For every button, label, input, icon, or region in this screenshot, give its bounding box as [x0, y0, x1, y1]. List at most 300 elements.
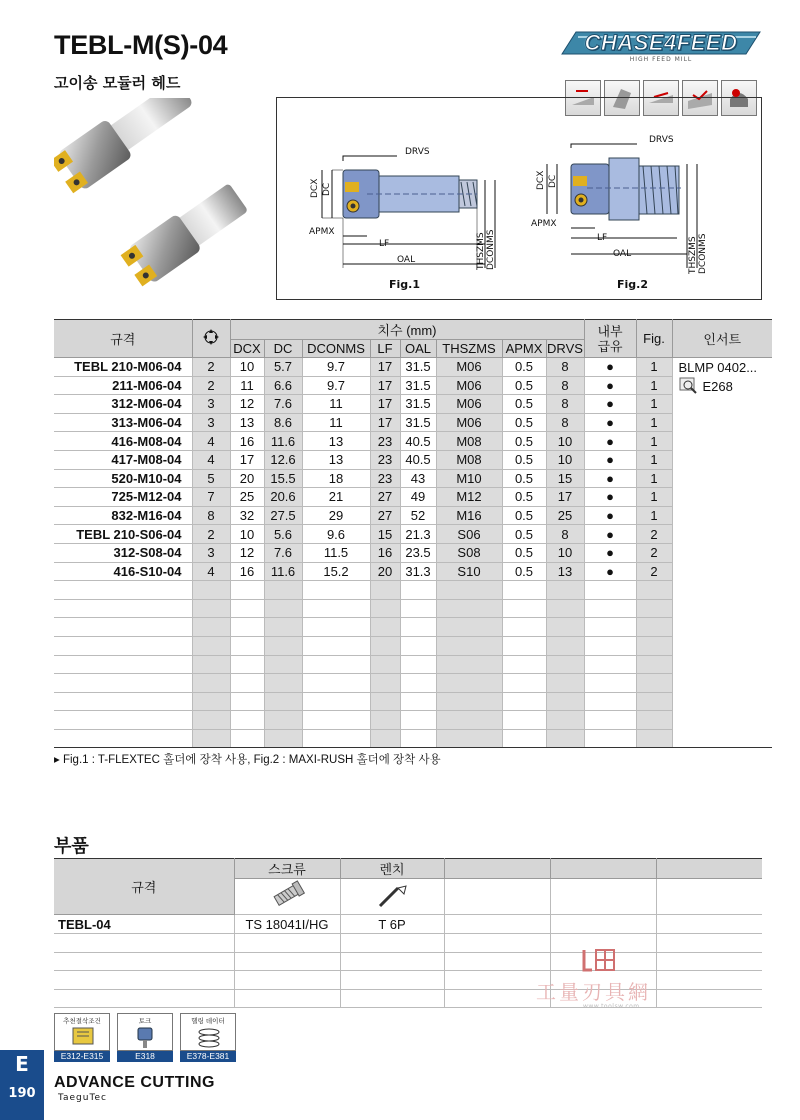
table-row	[54, 543, 772, 562]
row-dcx	[230, 581, 264, 600]
row-lf	[370, 711, 400, 730]
page-number: 190	[8, 1086, 36, 1101]
row-lf: 17	[370, 413, 400, 432]
col-header-apmx: APMX	[502, 340, 546, 358]
fig2-thszms-label: THSZMS	[688, 236, 698, 274]
row-code: 211-M06-04	[54, 376, 192, 395]
table-row	[54, 729, 772, 748]
row-dconms	[302, 692, 370, 711]
row-code	[54, 655, 192, 674]
row-dconms	[302, 618, 370, 637]
row-dc	[264, 692, 302, 711]
page-title: TEBL-M(S)-04	[54, 30, 228, 60]
row-coolant: ●	[584, 488, 636, 507]
table-row	[54, 469, 772, 488]
fig1-drvs-label: DRVS	[405, 147, 430, 157]
row-dcx	[230, 729, 264, 748]
row-apmx: 0.5	[502, 376, 546, 395]
row-apmx	[502, 636, 546, 655]
row-dconms	[302, 636, 370, 655]
screw-icon	[234, 879, 340, 915]
row-apmx	[502, 599, 546, 618]
insert-page-link[interactable]: E268	[702, 378, 733, 394]
row-code	[54, 692, 192, 711]
row-code: 725-M12-04	[54, 488, 192, 507]
row-fig: 1	[636, 506, 672, 525]
row-code: TEBL 210-S06-04	[54, 525, 192, 544]
table-row	[54, 581, 772, 600]
footer-company: TaeguTec	[58, 1093, 107, 1103]
row-code: 416-S10-04	[54, 562, 192, 581]
row-code	[54, 581, 192, 600]
row-fig: 2	[636, 525, 672, 544]
row-dc	[264, 674, 302, 693]
row-lf: 17	[370, 395, 400, 414]
fig2-dconms-label: DCONMS	[698, 233, 708, 274]
row-fig: 1	[636, 450, 672, 469]
row-thszms	[436, 692, 502, 711]
wrench-icon	[340, 879, 444, 915]
row-dc: 12.6	[264, 450, 302, 469]
page-subtitle: 고이송 모듈러 헤드	[54, 74, 181, 92]
table-row	[54, 636, 772, 655]
insert-cell	[672, 358, 772, 748]
fig2-dcx-label: DCX	[536, 170, 546, 190]
row-coolant: ●	[584, 469, 636, 488]
ref-cutting-conditions[interactable]: 추천절삭조건 E312-E315	[54, 1013, 110, 1062]
row-drvs: 13	[546, 562, 584, 581]
row-thszms: M10	[436, 469, 502, 488]
row-dconms	[302, 655, 370, 674]
row-dc: 20.6	[264, 488, 302, 507]
row-oal: 52	[400, 506, 436, 525]
row-flutes: 4	[192, 450, 230, 469]
fig1-thszms-label: THSZMS	[476, 232, 486, 270]
table-row	[54, 618, 772, 637]
row-flutes: 3	[192, 413, 230, 432]
row-thszms: S08	[436, 543, 502, 562]
row-dconms: 11.5	[302, 543, 370, 562]
row-lf: 15	[370, 525, 400, 544]
col-header-oal: OAL	[400, 340, 436, 358]
fig1-dcx-label: DCX	[310, 178, 320, 198]
row-apmx: 0.5	[502, 358, 546, 377]
row-coolant	[584, 636, 636, 655]
row-fig: 1	[636, 395, 672, 414]
row-dconms: 15.2	[302, 562, 370, 581]
row-coolant	[584, 692, 636, 711]
row-dcx: 10	[230, 525, 264, 544]
section-tab	[0, 1050, 44, 1120]
parts-table	[54, 858, 762, 1008]
row-coolant: ●	[584, 358, 636, 377]
row-oal	[400, 674, 436, 693]
table-row	[54, 413, 772, 432]
row-apmx: 0.5	[502, 525, 546, 544]
magnifier-icon	[679, 377, 701, 395]
row-thszms	[436, 674, 502, 693]
row-fig: 1	[636, 469, 672, 488]
row-dcx: 16	[230, 562, 264, 581]
row-fig	[636, 692, 672, 711]
row-dcx	[230, 674, 264, 693]
row-flutes: 8	[192, 506, 230, 525]
row-apmx: 0.5	[502, 395, 546, 414]
row-thszms	[436, 711, 502, 730]
row-code	[54, 636, 192, 655]
row-apmx: 0.5	[502, 543, 546, 562]
row-lf: 20	[370, 562, 400, 581]
row-drvs	[546, 692, 584, 711]
row-dc	[264, 618, 302, 637]
row-code: 832-M16-04	[54, 506, 192, 525]
fig1-apmx-label: APMX	[309, 227, 335, 237]
row-dcx: 10	[230, 358, 264, 377]
row-drvs	[546, 618, 584, 637]
row-flutes	[192, 636, 230, 655]
row-code	[54, 618, 192, 637]
row-lf	[370, 655, 400, 674]
row-coolant	[584, 711, 636, 730]
parts-col-wrench: 렌치	[340, 859, 444, 879]
row-apmx	[502, 692, 546, 711]
row-coolant	[584, 618, 636, 637]
row-code: 312-M06-04	[54, 395, 192, 414]
row-drvs	[546, 636, 584, 655]
row-lf: 23	[370, 450, 400, 469]
col-header-insert: 인서트	[672, 320, 772, 358]
fig1-oal-label: OAL	[397, 255, 416, 265]
row-fig	[636, 674, 672, 693]
row-fig: 1	[636, 376, 672, 395]
row-fig: 2	[636, 543, 672, 562]
watermark-url: www.toolsw.com	[583, 1003, 640, 1010]
table-row	[54, 506, 772, 525]
row-fig: 1	[636, 358, 672, 377]
row-oal: 40.5	[400, 432, 436, 451]
row-lf	[370, 729, 400, 748]
row-flutes	[192, 599, 230, 618]
row-thszms: S06	[436, 525, 502, 544]
row-flutes: 2	[192, 358, 230, 377]
row-thszms: M06	[436, 395, 502, 414]
row-flutes: 7	[192, 488, 230, 507]
table-row	[54, 488, 772, 507]
row-dc	[264, 581, 302, 600]
row-dcx	[230, 692, 264, 711]
row-apmx: 0.5	[502, 413, 546, 432]
row-drvs: 25	[546, 506, 584, 525]
row-drvs: 17	[546, 488, 584, 507]
table-row	[54, 450, 772, 469]
row-dconms: 21	[302, 488, 370, 507]
brand-logo: CHASE4FEED HIGH FEED MILL	[558, 28, 764, 68]
row-dconms: 29	[302, 506, 370, 525]
row-dc	[264, 599, 302, 618]
row-flutes	[192, 729, 230, 748]
row-dconms	[302, 674, 370, 693]
row-coolant	[584, 599, 636, 618]
row-code	[54, 599, 192, 618]
row-coolant	[584, 729, 636, 748]
row-thszms: M12	[436, 488, 502, 507]
reference-links	[54, 1013, 236, 1062]
row-dc: 8.6	[264, 413, 302, 432]
row-drvs: 10	[546, 432, 584, 451]
row-oal	[400, 618, 436, 637]
row-drvs: 8	[546, 358, 584, 377]
row-dc	[264, 636, 302, 655]
row-thszms	[436, 655, 502, 674]
row-dcx: 12	[230, 395, 264, 414]
row-thszms: M16	[436, 506, 502, 525]
section-letter: E	[15, 1052, 29, 1076]
row-drvs	[546, 599, 584, 618]
row-drvs	[546, 655, 584, 674]
ref-helical-data[interactable]: 헬링 데이터 E378-E381	[180, 1013, 236, 1062]
col-header-dcx: DCX	[230, 340, 264, 358]
row-fig	[636, 636, 672, 655]
col-header-lf: LF	[370, 340, 400, 358]
row-lf: 17	[370, 376, 400, 395]
row-coolant: ●	[584, 562, 636, 581]
row-fig	[636, 581, 672, 600]
row-dcx: 11	[230, 376, 264, 395]
row-dconms: 9.7	[302, 376, 370, 395]
row-flutes: 3	[192, 395, 230, 414]
row-dcx: 13	[230, 413, 264, 432]
table-row	[54, 395, 772, 414]
row-flutes: 4	[192, 562, 230, 581]
row-lf: 27	[370, 506, 400, 525]
row-code: 312-S08-04	[54, 543, 192, 562]
row-oal	[400, 581, 436, 600]
row-apmx: 0.5	[502, 562, 546, 581]
row-dconms	[302, 599, 370, 618]
row-dconms: 18	[302, 469, 370, 488]
fig2-drvs-label: DRVS	[649, 135, 674, 145]
row-fig: 1	[636, 488, 672, 507]
col-header-drvs: DRVS	[547, 341, 583, 356]
row-lf	[370, 636, 400, 655]
parts-row-screw: TS 18041I/HG	[234, 915, 340, 934]
row-apmx	[502, 655, 546, 674]
table-row	[54, 711, 772, 730]
fig2-apmx-label: APMX	[531, 219, 557, 229]
row-code: TEBL 210-M06-04	[54, 358, 192, 377]
row-dc: 11.6	[264, 432, 302, 451]
row-thszms: M06	[436, 413, 502, 432]
row-dc: 15.5	[264, 469, 302, 488]
col-header-coolant: 내부 급유	[584, 320, 636, 358]
parts-row-code: TEBL-04	[54, 915, 234, 934]
row-fig: 1	[636, 432, 672, 451]
row-flutes: 2	[192, 376, 230, 395]
row-flutes	[192, 581, 230, 600]
row-apmx: 0.5	[502, 488, 546, 507]
row-thszms: M06	[436, 376, 502, 395]
row-dcx: 12	[230, 543, 264, 562]
fig1-lf-label: LF	[379, 239, 390, 249]
row-code: 313-M06-04	[54, 413, 192, 432]
dimension-figures	[276, 97, 762, 300]
row-drvs: 10	[546, 450, 584, 469]
parts-title: 부품	[54, 836, 89, 857]
row-dconms: 11	[302, 413, 370, 432]
row-coolant: ●	[584, 543, 636, 562]
insert-code: BLMP 0402...	[678, 360, 758, 375]
usage-note: ▸ Fig.1 : T-FLEXTEC 홀더에 장착 사용, Fig.2 : MAXI-RUSH 홀더에 장착 사용	[54, 754, 441, 766]
row-drvs	[546, 581, 584, 600]
row-flutes	[192, 655, 230, 674]
row-thszms: S10	[436, 562, 502, 581]
row-drvs: 8	[546, 395, 584, 414]
watermark-icon	[580, 946, 620, 974]
row-oal: 31.5	[400, 413, 436, 432]
row-drvs: 8	[546, 525, 584, 544]
row-coolant	[584, 655, 636, 674]
row-dc	[264, 729, 302, 748]
ref-torque[interactable]: 토크 E318	[117, 1013, 173, 1062]
row-flutes: 2	[192, 525, 230, 544]
table-row	[54, 358, 772, 377]
row-apmx	[502, 674, 546, 693]
row-oal: 21.3	[400, 525, 436, 544]
table-row	[54, 655, 772, 674]
row-drvs: 8	[546, 376, 584, 395]
row-thszms: M08	[436, 432, 502, 451]
table-row	[54, 376, 772, 395]
row-dcx	[230, 599, 264, 618]
row-flutes: 3	[192, 543, 230, 562]
row-oal: 23.5	[400, 543, 436, 562]
row-flutes: 5	[192, 469, 230, 488]
row-oal	[400, 711, 436, 730]
row-lf: 23	[370, 432, 400, 451]
row-lf: 23	[370, 469, 400, 488]
fig2-dc-label: DC	[548, 174, 558, 188]
row-dcx: 17	[230, 450, 264, 469]
fig2-lf-label: LF	[597, 233, 608, 243]
row-dconms: 9.6	[302, 525, 370, 544]
row-thszms	[436, 581, 502, 600]
row-dconms: 13	[302, 450, 370, 469]
row-dconms: 13	[302, 432, 370, 451]
row-dc: 6.6	[264, 376, 302, 395]
col-header-dconms: DCONMS	[302, 340, 370, 358]
row-code	[54, 674, 192, 693]
row-dconms: 9.7	[302, 358, 370, 377]
row-oal: 31.3	[400, 562, 436, 581]
row-flutes	[192, 711, 230, 730]
row-fig	[636, 729, 672, 748]
row-dconms	[302, 729, 370, 748]
row-apmx	[502, 711, 546, 730]
row-flutes	[192, 692, 230, 711]
col-header-dc: DC	[264, 340, 302, 358]
fig1-label: Fig.1	[389, 278, 420, 291]
row-dconms	[302, 581, 370, 600]
row-coolant	[584, 674, 636, 693]
row-fig	[636, 711, 672, 730]
row-oal	[400, 729, 436, 748]
row-dconms: 11	[302, 395, 370, 414]
row-coolant: ●	[584, 525, 636, 544]
row-dcx: 20	[230, 469, 264, 488]
row-dcx	[230, 618, 264, 637]
row-thszms: M08	[436, 450, 502, 469]
row-drvs	[546, 729, 584, 748]
parts-col-screw: 스크류	[234, 859, 340, 879]
row-oal: 43	[400, 469, 436, 488]
row-oal	[400, 636, 436, 655]
row-lf: 27	[370, 488, 400, 507]
row-dcx: 16	[230, 432, 264, 451]
row-fig	[636, 655, 672, 674]
row-lf: 17	[370, 358, 400, 377]
fig2-label: Fig.2	[617, 278, 648, 291]
row-apmx: 0.5	[502, 506, 546, 525]
table-row	[54, 562, 772, 581]
col-header-fig: Fig.	[636, 320, 672, 358]
row-lf	[370, 599, 400, 618]
row-oal	[400, 599, 436, 618]
row-dconms	[302, 711, 370, 730]
row-thszms	[436, 599, 502, 618]
table-row	[54, 525, 772, 544]
row-drvs	[546, 711, 584, 730]
row-fig: 1	[636, 413, 672, 432]
row-oal: 31.5	[400, 395, 436, 414]
row-apmx	[502, 729, 546, 748]
row-lf	[370, 674, 400, 693]
row-drvs: 15	[546, 469, 584, 488]
row-lf	[370, 692, 400, 711]
row-dc: 7.6	[264, 395, 302, 414]
row-dc: 5.7	[264, 358, 302, 377]
spec-table	[54, 319, 772, 748]
row-thszms: M06	[436, 358, 502, 377]
row-code: 520-M10-04	[54, 469, 192, 488]
row-code: 417-M08-04	[54, 450, 192, 469]
row-oal: 31.5	[400, 376, 436, 395]
row-coolant: ●	[584, 395, 636, 414]
row-thszms	[436, 636, 502, 655]
parts-col-spec: 규격	[54, 859, 234, 915]
row-flutes	[192, 618, 230, 637]
row-oal	[400, 692, 436, 711]
fig1-dc-label: DC	[322, 182, 332, 196]
row-apmx: 0.5	[502, 469, 546, 488]
parts-row-wrench: T 6P	[340, 915, 444, 934]
row-coolant: ●	[584, 506, 636, 525]
row-oal	[400, 655, 436, 674]
row-lf: 16	[370, 543, 400, 562]
row-dc	[264, 711, 302, 730]
row-oal: 31.5	[400, 358, 436, 377]
row-dc: 5.6	[264, 525, 302, 544]
table-row	[54, 432, 772, 451]
row-coolant: ●	[584, 450, 636, 469]
row-drvs	[546, 674, 584, 693]
row-fig	[636, 599, 672, 618]
row-apmx	[502, 618, 546, 637]
row-oal: 49	[400, 488, 436, 507]
fig2-oal-label: OAL	[613, 249, 632, 259]
row-dc: 7.6	[264, 543, 302, 562]
row-apmx	[502, 581, 546, 600]
row-coolant: ●	[584, 376, 636, 395]
